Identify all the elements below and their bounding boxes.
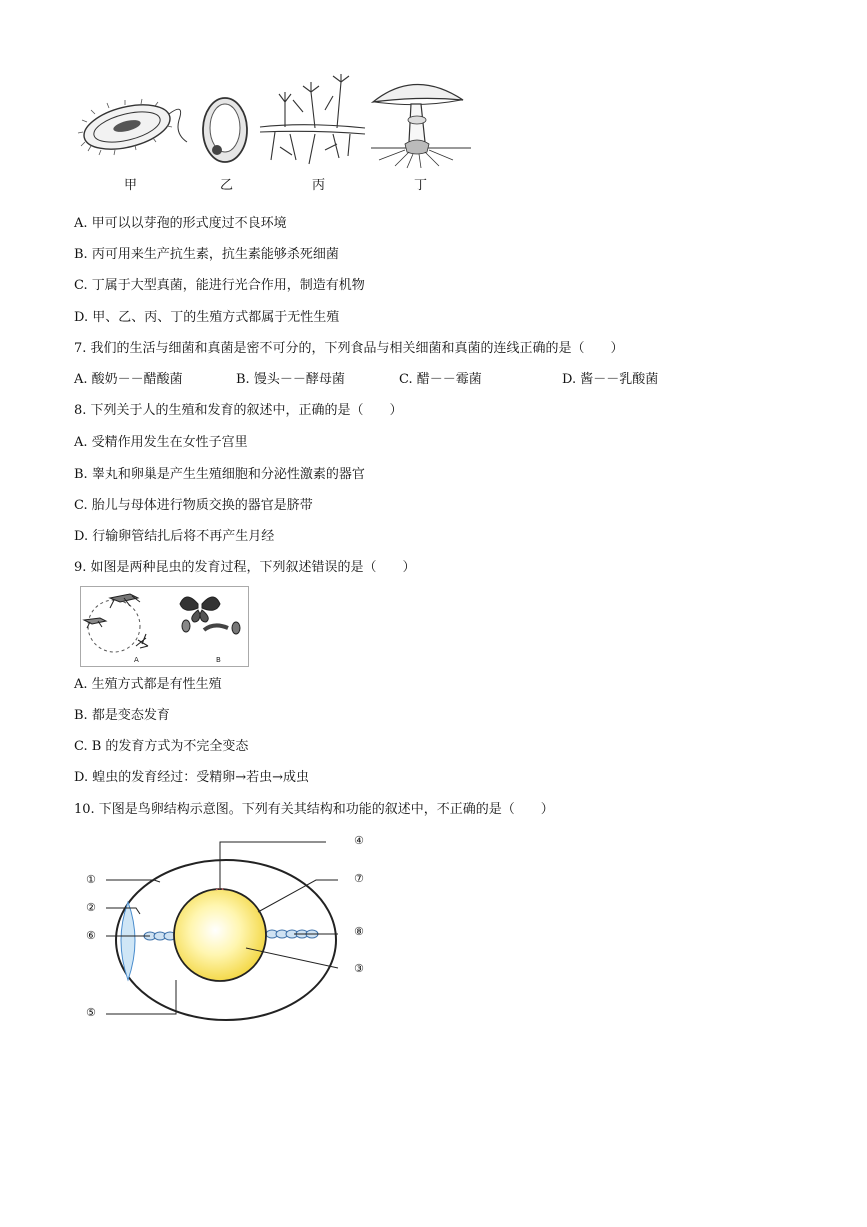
- egg-label-7: ⑦: [354, 872, 364, 885]
- mushroom-drawing: [371, 84, 471, 168]
- q7-option-c: C. 醋－－霉菌: [399, 372, 482, 387]
- q6-label-jia: 甲: [124, 178, 138, 193]
- q8-option-c: C. 胎儿与母体进行物质交换的器官是脐带: [74, 498, 313, 513]
- q7-option-a: A. 酸奶－－醋酸菌: [74, 372, 183, 387]
- egg-label-5: ⑤: [86, 1006, 96, 1019]
- egg-label-3: ③: [354, 962, 364, 975]
- q6-option-a: A. 甲可以以芽孢的形式度过不良环境: [74, 216, 287, 231]
- q9-stem: 9. 如图是两种昆虫的发育过程，下列叙述错误的是（ ）: [74, 560, 416, 575]
- q7-option-b: B. 馒头－－酵母菌: [236, 372, 345, 387]
- q6-label-yi: 乙: [220, 178, 234, 193]
- q6-label-ding: 丁: [414, 178, 428, 193]
- egg-label-8: ⑧: [354, 925, 364, 938]
- q9-fig-label-b: B: [216, 656, 221, 664]
- egg-label-6: ⑥: [86, 929, 96, 942]
- q6-option-c: C. 丁属于大型真菌，能进行光合作用，制造有机物: [74, 278, 365, 293]
- q6-option-b: B. 丙可用来生产抗生素，抗生素能够杀死细菌: [74, 247, 339, 262]
- egg-label-4: ④: [354, 834, 364, 847]
- q9-option-c: C. B 的发育方式为不完全变态: [74, 739, 249, 754]
- q10-egg-structure-figure: [80, 830, 380, 1030]
- egg-label-2: ②: [86, 901, 96, 914]
- q9-insect-development-figure: [80, 586, 250, 668]
- q8-stem: 8. 下列关于人的生殖和发育的叙述中，正确的是（ ）: [74, 403, 403, 418]
- q6-label-bing: 丙: [312, 178, 326, 193]
- q10-stem: 10. 下图是鸟卵结构示意图。下列有关其结构和功能的叙述中，不正确的是（ ）: [74, 802, 554, 817]
- q8-option-a: A. 受精作用发生在女性子宫里: [74, 435, 248, 450]
- yeast-drawing: [203, 98, 247, 162]
- q9-fig-label-a: A: [134, 656, 139, 664]
- egg-label-1: ①: [86, 873, 96, 886]
- bacterium-drawing: [78, 97, 187, 157]
- q8-option-b: B. 睾丸和卵巢是产生生殖细胞和分泌性激素的器官: [74, 467, 365, 482]
- q8-option-d: D. 行输卵管结扎后将不再产生月经: [74, 529, 275, 544]
- q6-organisms-figure: [75, 72, 475, 172]
- q7-options-row: [74, 371, 774, 389]
- q6-option-d: D. 甲、乙、丙、丁的生殖方式都属于无性生殖: [74, 310, 340, 325]
- q9-option-b: B. 都是变态发育: [74, 708, 170, 723]
- q7-stem: 7. 我们的生活与细菌和真菌是密不可分的，下列食品与相关细菌和真菌的连线正确的是（ ）: [74, 341, 624, 356]
- q9-option-d: D. 蝗虫的发育经过：受精卵→若虫→成虫: [74, 770, 310, 785]
- q7-option-d: D. 酱－－乳酸菌: [562, 372, 659, 387]
- q9-option-a: A. 生殖方式都是有性生殖: [74, 677, 222, 692]
- egg-yolk: [174, 889, 266, 981]
- mold-drawing: [260, 74, 365, 164]
